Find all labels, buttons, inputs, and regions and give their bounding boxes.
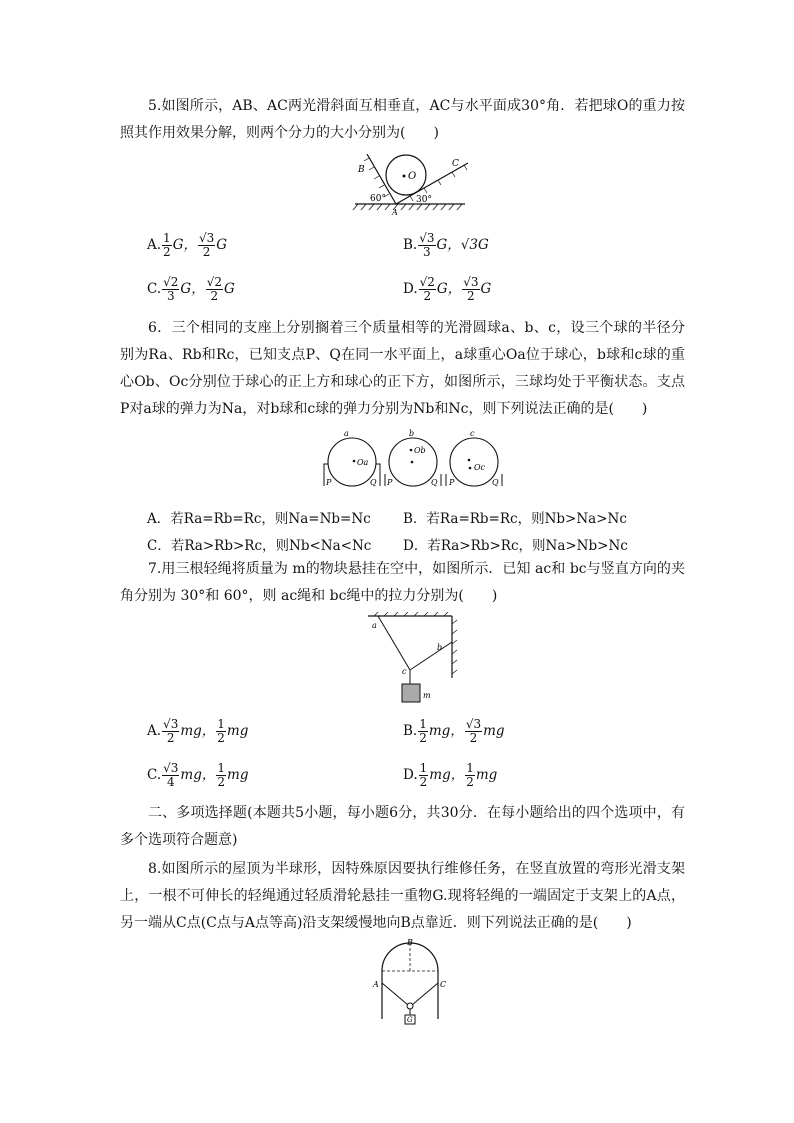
q5-figure bbox=[350, 148, 470, 218]
q6-fig-p2: P bbox=[387, 478, 393, 487]
q8-figure bbox=[370, 935, 450, 1027]
q6-option-a[interactable]: A．若Ra=Rb=Rc，则Na=Nb=Nc bbox=[147, 511, 371, 527]
q7-option-c[interactable]: C. $\frac{√3}{4}$ mg， $\frac{1}{2}$ mg bbox=[147, 761, 249, 789]
q5-option-a[interactable]: A. $\frac{1}{2}$ G， $\frac{√3}{2}$ G bbox=[147, 231, 228, 259]
q8-fig-g: G bbox=[407, 1016, 413, 1024]
q5-fig-label-c: C bbox=[452, 159, 459, 169]
q8-fig-b: B bbox=[407, 938, 413, 947]
q6-option-d[interactable]: D．若Ra>Rb>Rc，则Na>Nb>Nc bbox=[403, 538, 628, 554]
q5-fig-label-b: B bbox=[358, 165, 365, 175]
q6-fig-q1: Q bbox=[370, 478, 377, 487]
q5-fig-label-a: A bbox=[392, 208, 398, 217]
q6-fig-p1: P bbox=[326, 478, 332, 487]
q5-option-c[interactable]: C. $\frac{√2}{3}$ G， $\frac{√2}{2}$ G bbox=[147, 275, 235, 303]
q6-stem: 6．三个相同的支座上分别搁着三个质量相等的光滑圆球a、b、c，设三个球的半径分别为Ra、Rb和Rc，已知支点P、Q在同一水平面上，a球重心Oa位于球心，b球和c球的重心Ob、Oc分别位于球心的正上方和球心的正下方，如图所示，三球均处于平衡状态。支点P对a球的弹力为Na，对b球和c球的弹力分别为Nb和Nc，则下列说法正确的是( ) bbox=[120, 320, 685, 417]
q6-fig-q2: Q bbox=[431, 478, 438, 487]
q6-figure bbox=[318, 428, 508, 490]
q7-fig-c: c bbox=[402, 667, 407, 676]
q5-fig-angle-30: 30° bbox=[416, 195, 432, 205]
q7-option-d[interactable]: D. $\frac{1}{2}$ mg， $\frac{1}{2}$ mg bbox=[403, 761, 498, 789]
q6-fig-ob: Ob bbox=[414, 446, 426, 455]
q5-option-b[interactable]: B. $\frac{√3}{3}$ G，√3G bbox=[403, 231, 489, 259]
q5-option-d[interactable]: D. $\frac{√2}{2}$ G， $\frac{√3}{2}$ G bbox=[403, 275, 492, 303]
q7-fig-m: m bbox=[423, 691, 431, 700]
q8-fig-c: C bbox=[440, 980, 447, 989]
q7-figure bbox=[360, 612, 470, 708]
q6-option-c[interactable]: C．若Ra>Rb>Rc，则Nb<Na<Nc bbox=[147, 538, 372, 554]
q8-fig-a: A bbox=[373, 980, 379, 989]
q8-stem: 8.如图所示的屋顶为半球形，因特殊原因要执行维修任务，在竖直放置的弯形光滑支架上，一根不可伸长的轻绳通过轻质滑轮悬挂一重物G.现将轻绳的一端固定于支架上的A点，另一端从C点(C点与A点等高)沿支架缓慢地向B点靠近．则下列说法正确的是( ) bbox=[120, 861, 685, 931]
q7-stem: 7.用三根轻绳将质量为 m的物块悬挂在空中，如图所示．已知 ac和 bc与竖直方向的夹角分别为 30°和 60°，则 ac绳和 bc绳中的拉力分别为( ) bbox=[120, 561, 685, 604]
q7-fig-a: a bbox=[372, 621, 377, 630]
q5-stem: 5.如图所示，AB、AC两光滑斜面互相垂直，AC与水平面成30°角．若把球O的重力按照其作用效果分解，则两个分力的大小分别为( ) bbox=[120, 98, 685, 141]
q6-fig-ball-b: b bbox=[409, 429, 415, 438]
section-2-heading: 二、多项选择题(本题共5小题，每小题6分，共30分．在每小题给出的四个选项中，有多个选项符合题意) bbox=[120, 805, 685, 848]
q5-fig-label-o: O bbox=[408, 171, 417, 182]
q6-fig-oc: Oc bbox=[474, 463, 486, 472]
q6-fig-oa: Oa bbox=[357, 458, 369, 467]
q6-fig-p3: P bbox=[449, 478, 455, 487]
q6-fig-ball-c: c bbox=[470, 429, 475, 438]
q5-fig-angle-60: 60° bbox=[370, 194, 386, 204]
q7-fig-b: b bbox=[437, 643, 443, 652]
q7-option-b[interactable]: B. $\frac{1}{2}$ mg， $\frac{√3}{2}$ mg bbox=[403, 717, 505, 745]
q6-option-b[interactable]: B．若Ra=Rb=Rc，则Nb>Na>Nc bbox=[403, 511, 627, 527]
q6-fig-ball-a: a bbox=[344, 429, 349, 438]
q7-option-a[interactable]: A. $\frac{√3}{2}$ mg， $\frac{1}{2}$ mg bbox=[147, 717, 249, 745]
q6-fig-q3: Q bbox=[492, 478, 499, 487]
